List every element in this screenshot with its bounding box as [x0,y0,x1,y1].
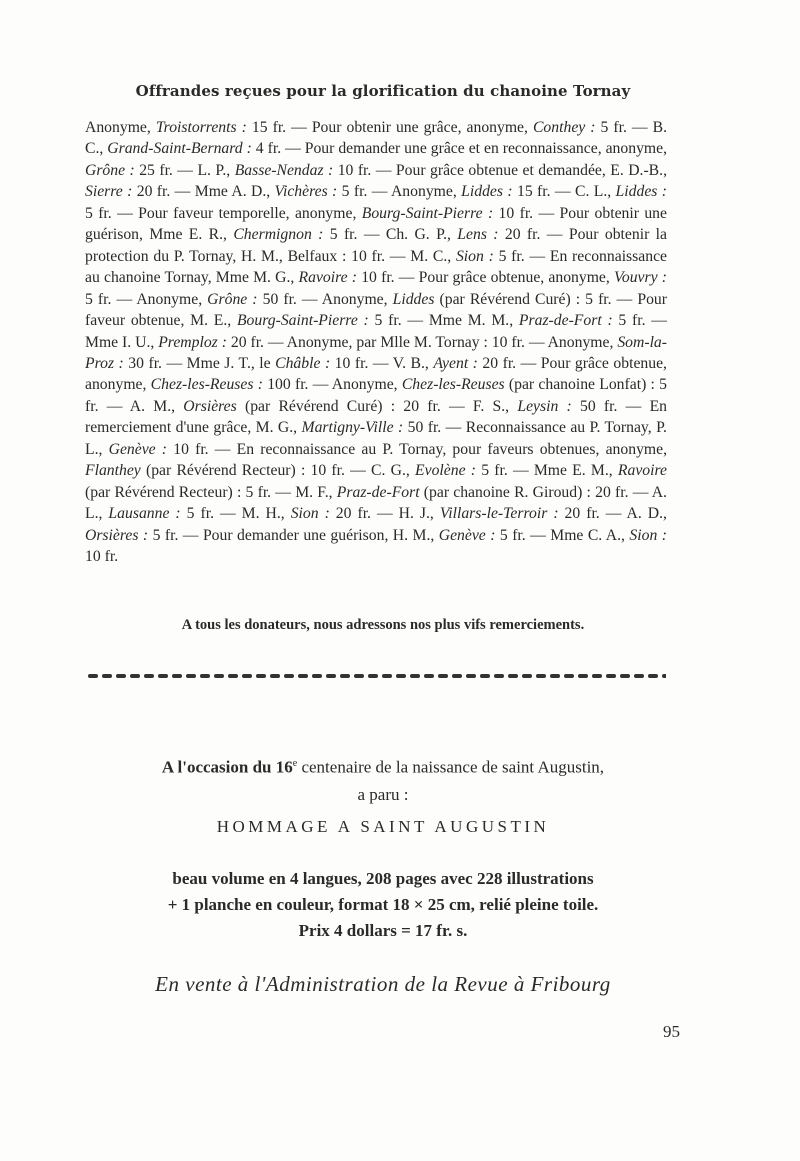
donation-place: Conthey : [532,119,596,136]
donation-text: 50 fr. — Anonyme, [257,290,393,308]
donation-place: Som-la-Proz : [85,333,667,372]
donation-text: 25 fr. — L. P., [134,161,235,179]
donation-place: Premploz : [158,333,227,351]
donation-place: Ravoire : [298,269,358,287]
announcement-line-1: A l'occasion du 16e centenaire de la naissance de saint Augustin, [161,757,605,777]
donation-text: 10 fr. — Pour grâce obtenue et demandée, E. D.-B., [333,161,667,179]
donation-text: 15 fr. — C. L., [512,183,616,201]
donation-place: Evolène : [415,462,476,480]
announcement-line-2: a paru : [357,784,409,804]
donation-place: Sion : [629,526,667,544]
donation-place: Grône : [207,290,258,308]
donation-text: 10 fr. — Pour grâce obtenue, anonyme, [357,269,615,287]
donation-text: 4 fr. — Pour demander une grâce et en reconnaissance, anonyme, [251,140,668,158]
ornamental-divider [88,671,666,681]
donation-place: Leysin : [517,397,572,415]
donation-place: Basse-Nendaz : [234,161,334,179]
donation-text: (par chanoine Lonfat) : 5 fr. — A. M., [85,376,667,415]
donation-text: 20 fr. — Mme A. D., [132,183,275,201]
donation-place: Sierre : [85,183,133,201]
donation-place: Ayent : [433,354,478,372]
donation-place: Vichères : [274,183,338,201]
donation-place: Grône : [85,161,135,179]
thanks-line: A tous les donateurs, nous adressons nos plus vifs remerciements. [181,617,585,633]
donation-text: (par Révérend Curé) : 20 fr. — F. S., [236,397,518,415]
donation-place: Orsières [183,397,237,415]
donation-text: 5 fr. — Anonyme, [85,290,208,308]
donation-place: Chez-les-Reuses [401,376,505,394]
donation-text: 5 fr. — B. C., [85,119,668,158]
donation-place: Ravoire [617,462,667,480]
donation-place: Lens : [457,226,499,244]
book-description [85,866,681,944]
donation-place: Flanthey [85,462,141,480]
donation-place: Martigny-Ville : [301,419,404,437]
donation-text: 5 fr. — Pour demander une guérison, H. M., [148,526,439,544]
donation-place: Bourg-Saint-Pierre : [236,312,369,330]
donation-text: 15 fr. — Pour obtenir une grâce, anonyme, [246,119,533,136]
sale-notice: En vente à l'Administration de la Revue à Fribourg [155,972,611,996]
announcement [85,750,681,808]
donation-text: 10 fr. — Pour obtenir une guérison, Mme E. R., [85,204,667,244]
donation-text: 20 fr. — Pour obtenir la protection du P. Tornay, H. M., Belfaux : 10 fr. — M. C., [85,226,667,265]
donation-place: Villars-le-Terroir : [439,505,559,523]
donation-text: 5 fr. — Ch. G. P., [323,226,458,244]
donation-text: (par Révérend Curé) : 5 fr. — Pour faveur obtenue, M. E., [85,290,667,330]
donation-text: 10 fr. [85,548,119,566]
donation-text: 20 fr. — Pour grâce obtenue, anonyme, [85,354,667,394]
donation-place: Vouvry : [614,269,667,287]
divider-dashes [88,674,666,678]
donation-text: (par Révérend Recteur) : 5 fr. — M. F., [85,483,337,501]
donation-text: 20 fr. — H. J., [329,505,440,523]
donation-text: 5 fr. — M. H., [180,505,291,523]
donation-text: 5 fr. — Mme M. M., [368,312,519,330]
donation-place: Sion : [455,247,494,265]
donation-text: Anonyme, [85,119,156,136]
donation-place: Bourg-Saint-Pierre : [361,204,494,222]
page-number: 95 [663,1022,680,1041]
donation-text: 5 fr. — Mme C. A., [495,526,630,544]
donation-text: 5 fr. — Pour faveur temporelle, anonyme, [85,204,362,222]
donation-text: 10 fr. — En reconnaissance au P. Tornay, pour faveurs obtenues, anonyme, [167,440,667,458]
donation-text: 5 fr. — En reconnaissance au chanoine Tornay, Mme M. G., [85,247,668,287]
donation-place: Sion : [290,505,330,523]
donation-text: 100 fr. — Anonyme, [262,376,402,394]
donation-place: Liddes [392,290,435,308]
book-description-line-1: beau volume en 4 langues, 208 pages avec 228 illustrations [172,869,594,888]
donation-place: Praz-de-Fort : [518,312,613,330]
donation-text: 50 fr. — Reconnaissance au P. Tornay, P. L., [85,419,667,458]
donation-place: Chez-les-Reuses : [150,376,263,394]
donation-place: Troistorrents : [155,119,247,136]
donation-place: Liddes : [461,183,513,201]
donation-text: 50 fr. — En remerciement d'une grâce, M. G., [85,397,667,437]
donation-place: Genève : [438,526,496,544]
donation-place: Grand-Saint-Bernard : [107,140,252,158]
donation-text: 30 fr. — Mme J. T., le [123,354,276,372]
book-description-line-2: + 1 planche en couleur, format 18 × 25 cm, relié pleine toile. [167,895,599,914]
donation-text: 20 fr. — A. D., [558,505,667,523]
donation-place: Lausanne : [108,505,181,523]
donation-text: 20 fr. — Anonyme, par Mlle M. Tornay : 10 fr. — Anonyme, [226,333,618,351]
donation-text: 5 fr. — Mme E. M., [475,462,618,480]
donation-place: Liddes : [615,183,667,201]
donation-place: Orsières : [85,526,149,544]
donation-text: 5 fr. — Anonyme, [337,183,462,201]
book-title: HOMMAGE A SAINT AUGUSTIN [216,817,550,836]
donations-list [85,117,667,568]
donation-place: Praz-de-Fort [336,483,420,501]
donation-place: Chermignon : [233,226,324,244]
donation-place: Châble : [275,354,331,372]
book-price: Prix 4 dollars = 17 fr. s. [298,921,468,940]
donation-text: (par Révérend Recteur) : 10 fr. — C. G., [140,462,416,480]
donation-text: 5 fr. — Mme I. U., [85,312,667,351]
donation-place: Genève : [108,440,168,458]
donation-text: (par chanoine R. Giroud) : 20 fr. — A. L., [85,483,667,523]
donation-text: 10 fr. — V. B., [330,354,434,372]
donations-heading: Offrandes reçues pour la glorification du chanoine Tornay [135,82,631,100]
